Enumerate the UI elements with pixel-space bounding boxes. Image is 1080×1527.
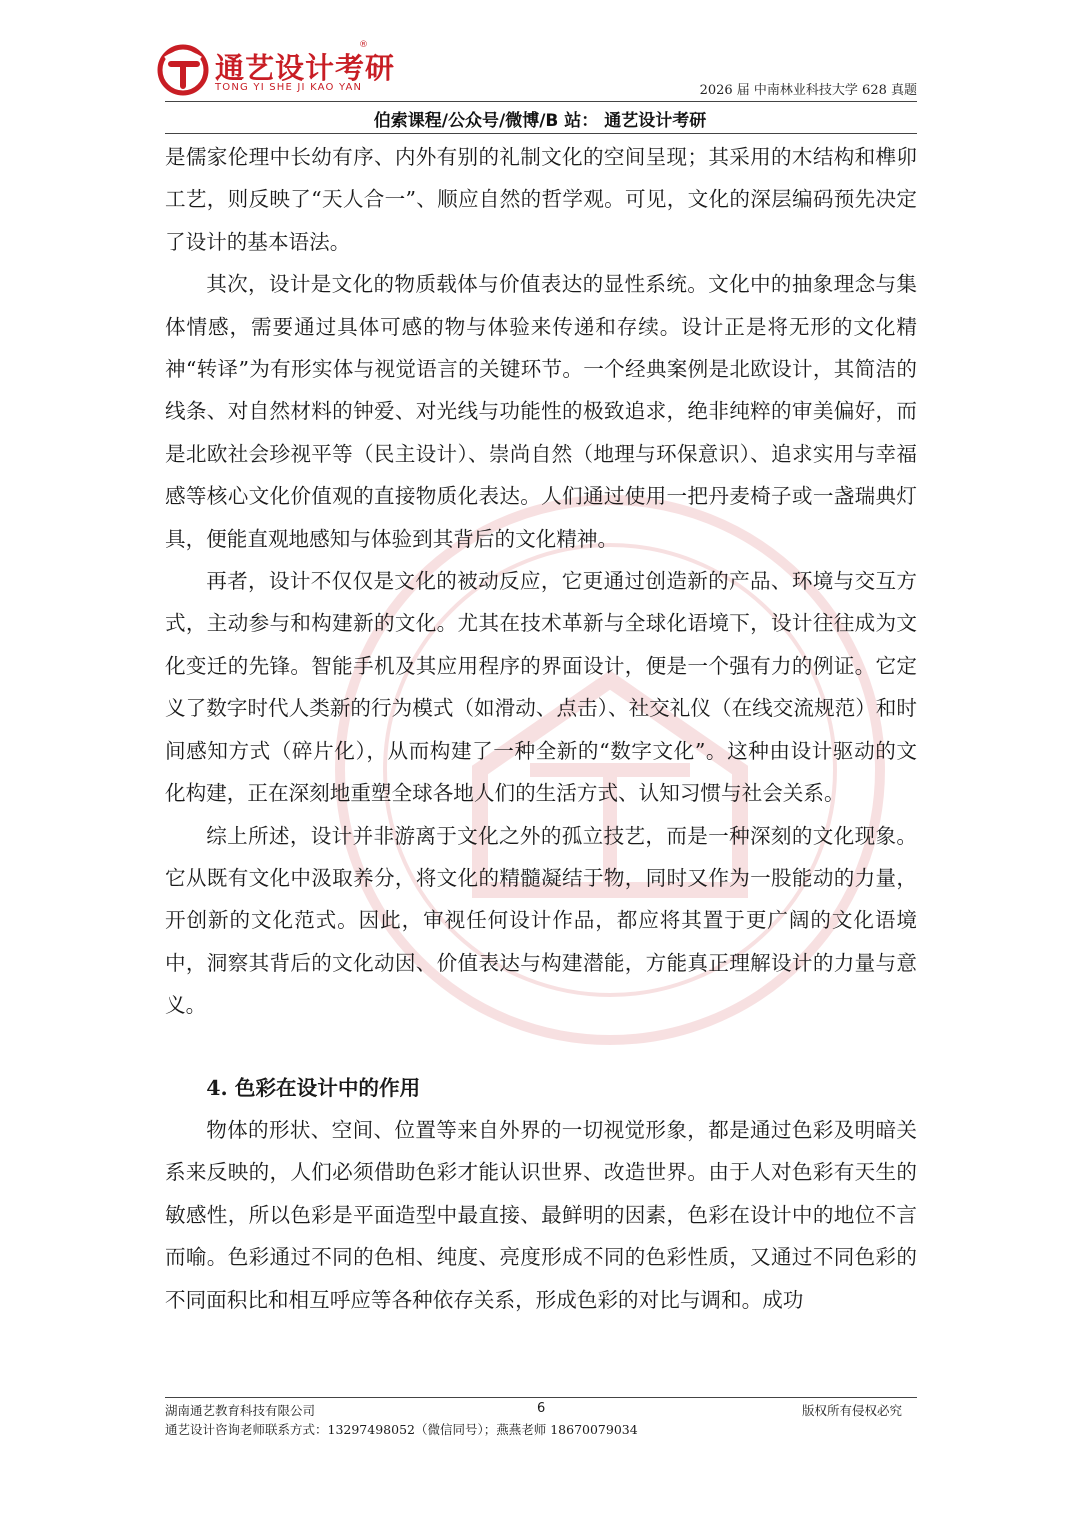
registered-mark: ® — [359, 40, 368, 50]
page-number: 6 — [537, 1401, 546, 1416]
section-heading: 4. 色彩在设计中的作用 — [206, 1075, 421, 1100]
paragraph: 再者，设计不仅仅是文化的被动反应，它更通过创造新的产品、环境与交互方式，主动参与和构建新的文化。尤其在技术革新与全球化语境下，设计往往成为文化变迁的先锋。智能手机及其应用程序的界面设计，便是一个强有力的例证。它定义了数字时代人类新的行为模式（如滑动、点击）、社交礼仪（在线交流规范）和时间感知方式（碎片化），从而构建了一种全新的“数字文化”。这种由设计驱动的文化构建，正在深刻地重塑全球各地人们的生活方式、认知习惯与社会关系。 — [165, 569, 917, 806]
section-spacer — [165, 1027, 917, 1067]
header-divider — [165, 101, 917, 102]
header-slogan: 伯索课程/公众号/微博/B 站： 通艺设计考研 — [373, 111, 707, 131]
paragraph: 是儒家伦理中长幼有序、内外有别的礼制文化的空间呈现；其采用的木结构和榫卯工艺，则反映了“天人合一”、顺应自然的哲学观。可见，文化的深层编码预先决定了设计的基本语法。 — [165, 145, 917, 254]
brand-logo — [157, 40, 396, 102]
footer-copyright: 版权所有侵权必究 — [801, 1403, 902, 1418]
logo-mark-icon — [157, 44, 209, 96]
logo-english-text: TONG YI SHE JI KAO YAN — [215, 82, 363, 93]
logo-chinese-text: 通艺设计考研 — [215, 51, 396, 85]
footer-company: 湖南通艺教育科技有限公司 — [165, 1403, 316, 1418]
footer-contact: 通艺设计咨询老师联系方式：13297498052（微信同号）；燕燕老师 18670079034 — [165, 1422, 638, 1437]
header-divider-lower — [165, 133, 917, 134]
document-body — [165, 136, 917, 1321]
paragraph: 综上所述，设计并非游离于文化之外的孤立技艺，而是一种深刻的文化现象。它从既有文化中汲取养分，将文化的精髓凝结于物，同时又作为一股能动的力量，开创新的文化范式。因此，审视任何设计作品，都应将其置于更广阔的文化语境中，洞察其背后的文化动因、价值表达与构建潜能，方能真正理解设计的力量与意义。 — [165, 823, 917, 1018]
footer-divider — [165, 1397, 917, 1398]
paragraph: 其次，设计是文化的物质载体与价值表达的显性系统。文化中的抽象理念与集体情感，需要通过具体可感的物与体验来传递和存续。设计正是将无形的文化精神“转译”为有形实体与视觉语言的关键环节。一个经典案例是北欧设计，其简洁的线条、对自然材料的钟爱、对光线与功能性的极致追求，绝非纯粹的审美偏好，而是北欧社会珍视平等（民主设计）、崇尚自然（地理与环保意识）、追求实用与幸福感等核心文化价值观的直接物质化表达。人们通过使用一把丹麦椅子或一盏瑞典灯具，便能直观地感知与体验到其背后的文化精神。 — [165, 272, 917, 551]
paragraph: 物体的形状、空间、位置等来自外界的一切视觉形象，都是通过色彩及明暗关系来反映的，人们必须借助色彩才能认识世界、改造世界。由于人对色彩有天生的敏感性，所以色彩是平面造型中最直接、最鲜明的因素，色彩在设计中的地位不言而喻。色彩通过不同的色相、纯度、亮度形成不同的色彩性质，又通过不同色彩的不同面积比和相互呼应等各种依存关系，形成色彩的对比与调和。成功 — [165, 1117, 917, 1312]
exam-label: 2026 届 中南林业科技大学 628 真题 — [699, 83, 917, 98]
